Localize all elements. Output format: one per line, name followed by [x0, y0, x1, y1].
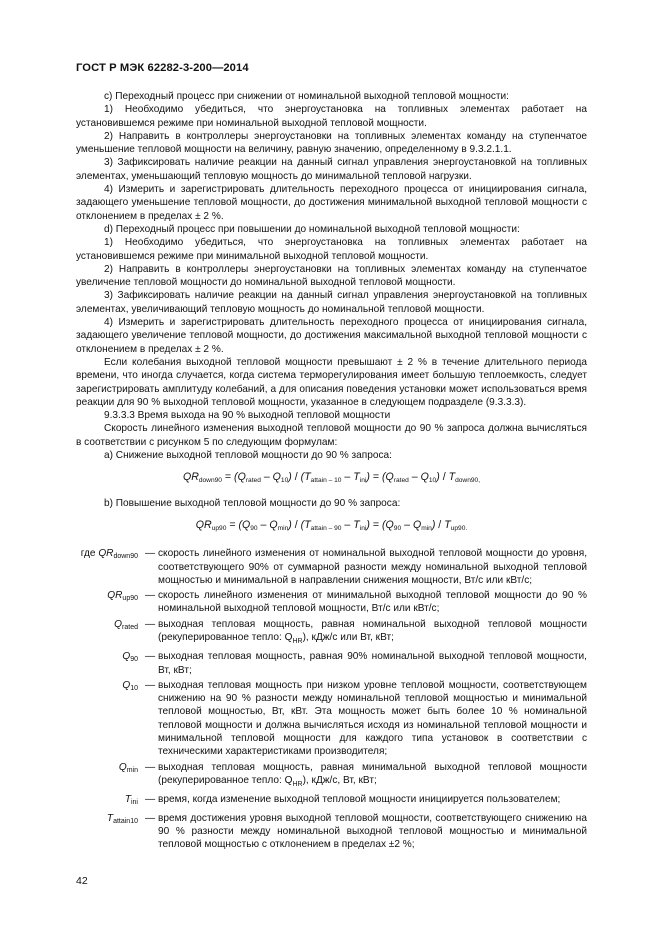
definition-item: $T_{ini}$ — время, когда изменение выходной тепловой мощности инициируется пользователем;: [124, 794, 561, 807]
definition-item: $Q_{90}$ — выходная тепловая мощность, равная 90% номинальной выходной тепловой мощности, Вт, кВт;: [122, 651, 587, 676]
paragraph: 3) Зафиксировать наличие реакции на данный сигнал управления энергоустановкой на топливных элементах, уменьшающий тепловую мощность до минимальной тепловой нагрузки.: [76, 157, 587, 182]
definition-item: $Q_{min}$ — выходная тепловая мощность, равная минимальной выходной тепловой мощности (рекуперированное тепло: $Q_{HR}$), кДж/с, Вт, кВт;: [118, 761, 587, 788]
document-header: ГОСТ Р МЭК 62282-3-200—2014: [76, 62, 249, 74]
section-heading: 9.3.3.3 Время выхода на 90 % выходной тепловой мощности: [104, 410, 391, 422]
page-number: 42: [76, 875, 88, 887]
paragraph: a) Снижение выходной тепловой мощности до 90 % запроса:: [104, 450, 392, 462]
document-body: [76, 90, 587, 851]
definition-item: $QR_{up90}$ — скорость линейного изменения от минимальной выходной тепловой мощности до 90 % номинальной выходной тепловой мощности, Вт/с или кВт/с;: [107, 590, 587, 615]
paragraph: d) Переходный процесс при повышении до номинальной выходной тепловой мощности:: [104, 223, 520, 235]
where-label: где: [80, 548, 96, 560]
paragraph: 1) Необходимо убедиться, что энергоустановка на топливных элементах работает на установившемся режиме при номинальной выходной тепловой мощности.: [76, 104, 587, 129]
paragraph: b) Повышение выходной тепловой мощности до 90 % запроса:: [104, 497, 401, 509]
paragraph: 4) Измерить и зарегистрировать длительность переходного процесса от инициирования сигнала, задающего увеличение тепловой мощности, до достижения максимальной выходной тепловой мощности с отклонением в пределах ± 2 %.: [76, 317, 587, 355]
definition-item: $T_{attain10}$ — время достижения уровня выходной тепловой мощности, соответствующего снижению на 90 % разности между номинальной выходной тепловой мощностью и минимальной тепловой мощностью с отклонением в пределах ±2 %;: [106, 812, 587, 851]
paragraph: c) Переходный процесс при снижении от номинальной выходной тепловой мощности:: [104, 91, 509, 102]
paragraph: Скорость линейного изменения выходной тепловой мощности до 90 % запроса должна вычисляться в соответствии с рисунком 5 по следующим формулам:: [76, 423, 587, 448]
definitions-list: [76, 547, 587, 851]
paragraph: 4) Измерить и зарегистрировать длительность переходного процесса от инициирования сигнала, задающего уменьшение тепловой мощности, до достижения минимальной выходной тепловой мощности с отклонением в пределах ± 2 %.: [76, 184, 587, 222]
definition-item: $Q_{rated}$ — выходная тепловая мощность, равная номинальной выходной тепловой мощности (рекуперированное тепло: $Q_{HR}$), кДж/с или Вт, кВт;: [114, 618, 587, 645]
definition-item: $Q_{10}$ — выходная тепловая мощность при низком уровне тепловой мощности, соответствующем снижению на 90 % разности между номинальной тепловой мощностью и минимальной тепловой мощностью, Вт, кВт. Эта мощность может быть более 10 % номинальной тепловой мощности и должна вычисляться исходя из номинальной тепловой мощности и минимальной тепловой мощности для каждого типа установок в соответствии с техническими характеристиками производителя;: [122, 679, 587, 758]
formula-qr-up90: $QR_{up90} = (Q_{90} - Q_{min}) / (T_{attain - 90} - T_{ini}) = (Q_{90} - Q_{min}) / T_{up90.}$: [195, 518, 468, 532]
formula-qr-down90: $QR_{down90} = (Q_{rated} - Q_{10}) / (T_{attain - 10} - T_{ini}) = (Q_{rated} - Q_{10}) / T_{down90,}$: [182, 471, 481, 485]
paragraph: 1) Необходимо убедиться, что энергоустановка на топливных элементах работает на установившемся режиме при минимальной выходной тепловой мощности.: [76, 237, 587, 262]
definition-item: где $QR_{down90}$ — скорость линейного изменения от номинальной выходной тепловой мощности до уровня, соответствующего 90% от суммарной разности между номинальной выходной тепловой мощностью и минимальной в направлении снижения мощности, Вт/с или кВт/с;: [80, 548, 587, 586]
paragraph: 3) Зафиксировать наличие реакции на данный сигнал управления энергоустановкой на топливных элементах, увеличивающий тепловую мощность до номинальной тепловой мощности.: [76, 290, 587, 315]
paragraph: 2) Направить в контроллеры энергоустановки на топливных элементах команду на ступенчатое уменьшение тепловой мощности на величину, равную значению, определенному в 9.3.2.1.1.: [76, 130, 587, 156]
paragraph: 2) Направить в контроллеры энергоустановки на топливных элементах команду на ступенчатое увеличение тепловой мощности до номинальной выходной тепловой мощности.: [76, 263, 587, 289]
paragraph: Если колебания выходной тепловой мощности превышают ± 2 % в течение длительного периода времени, что иногда случается, когда система терморегулирования имеет большую теплоемкость, следует зарегистрировать амплитуду колебаний, а для описания поведения установки может использоваться время реакции для 90 % выходной тепловой мощности, указанное в следующем подразделе (9.3.3.3).: [76, 356, 587, 408]
